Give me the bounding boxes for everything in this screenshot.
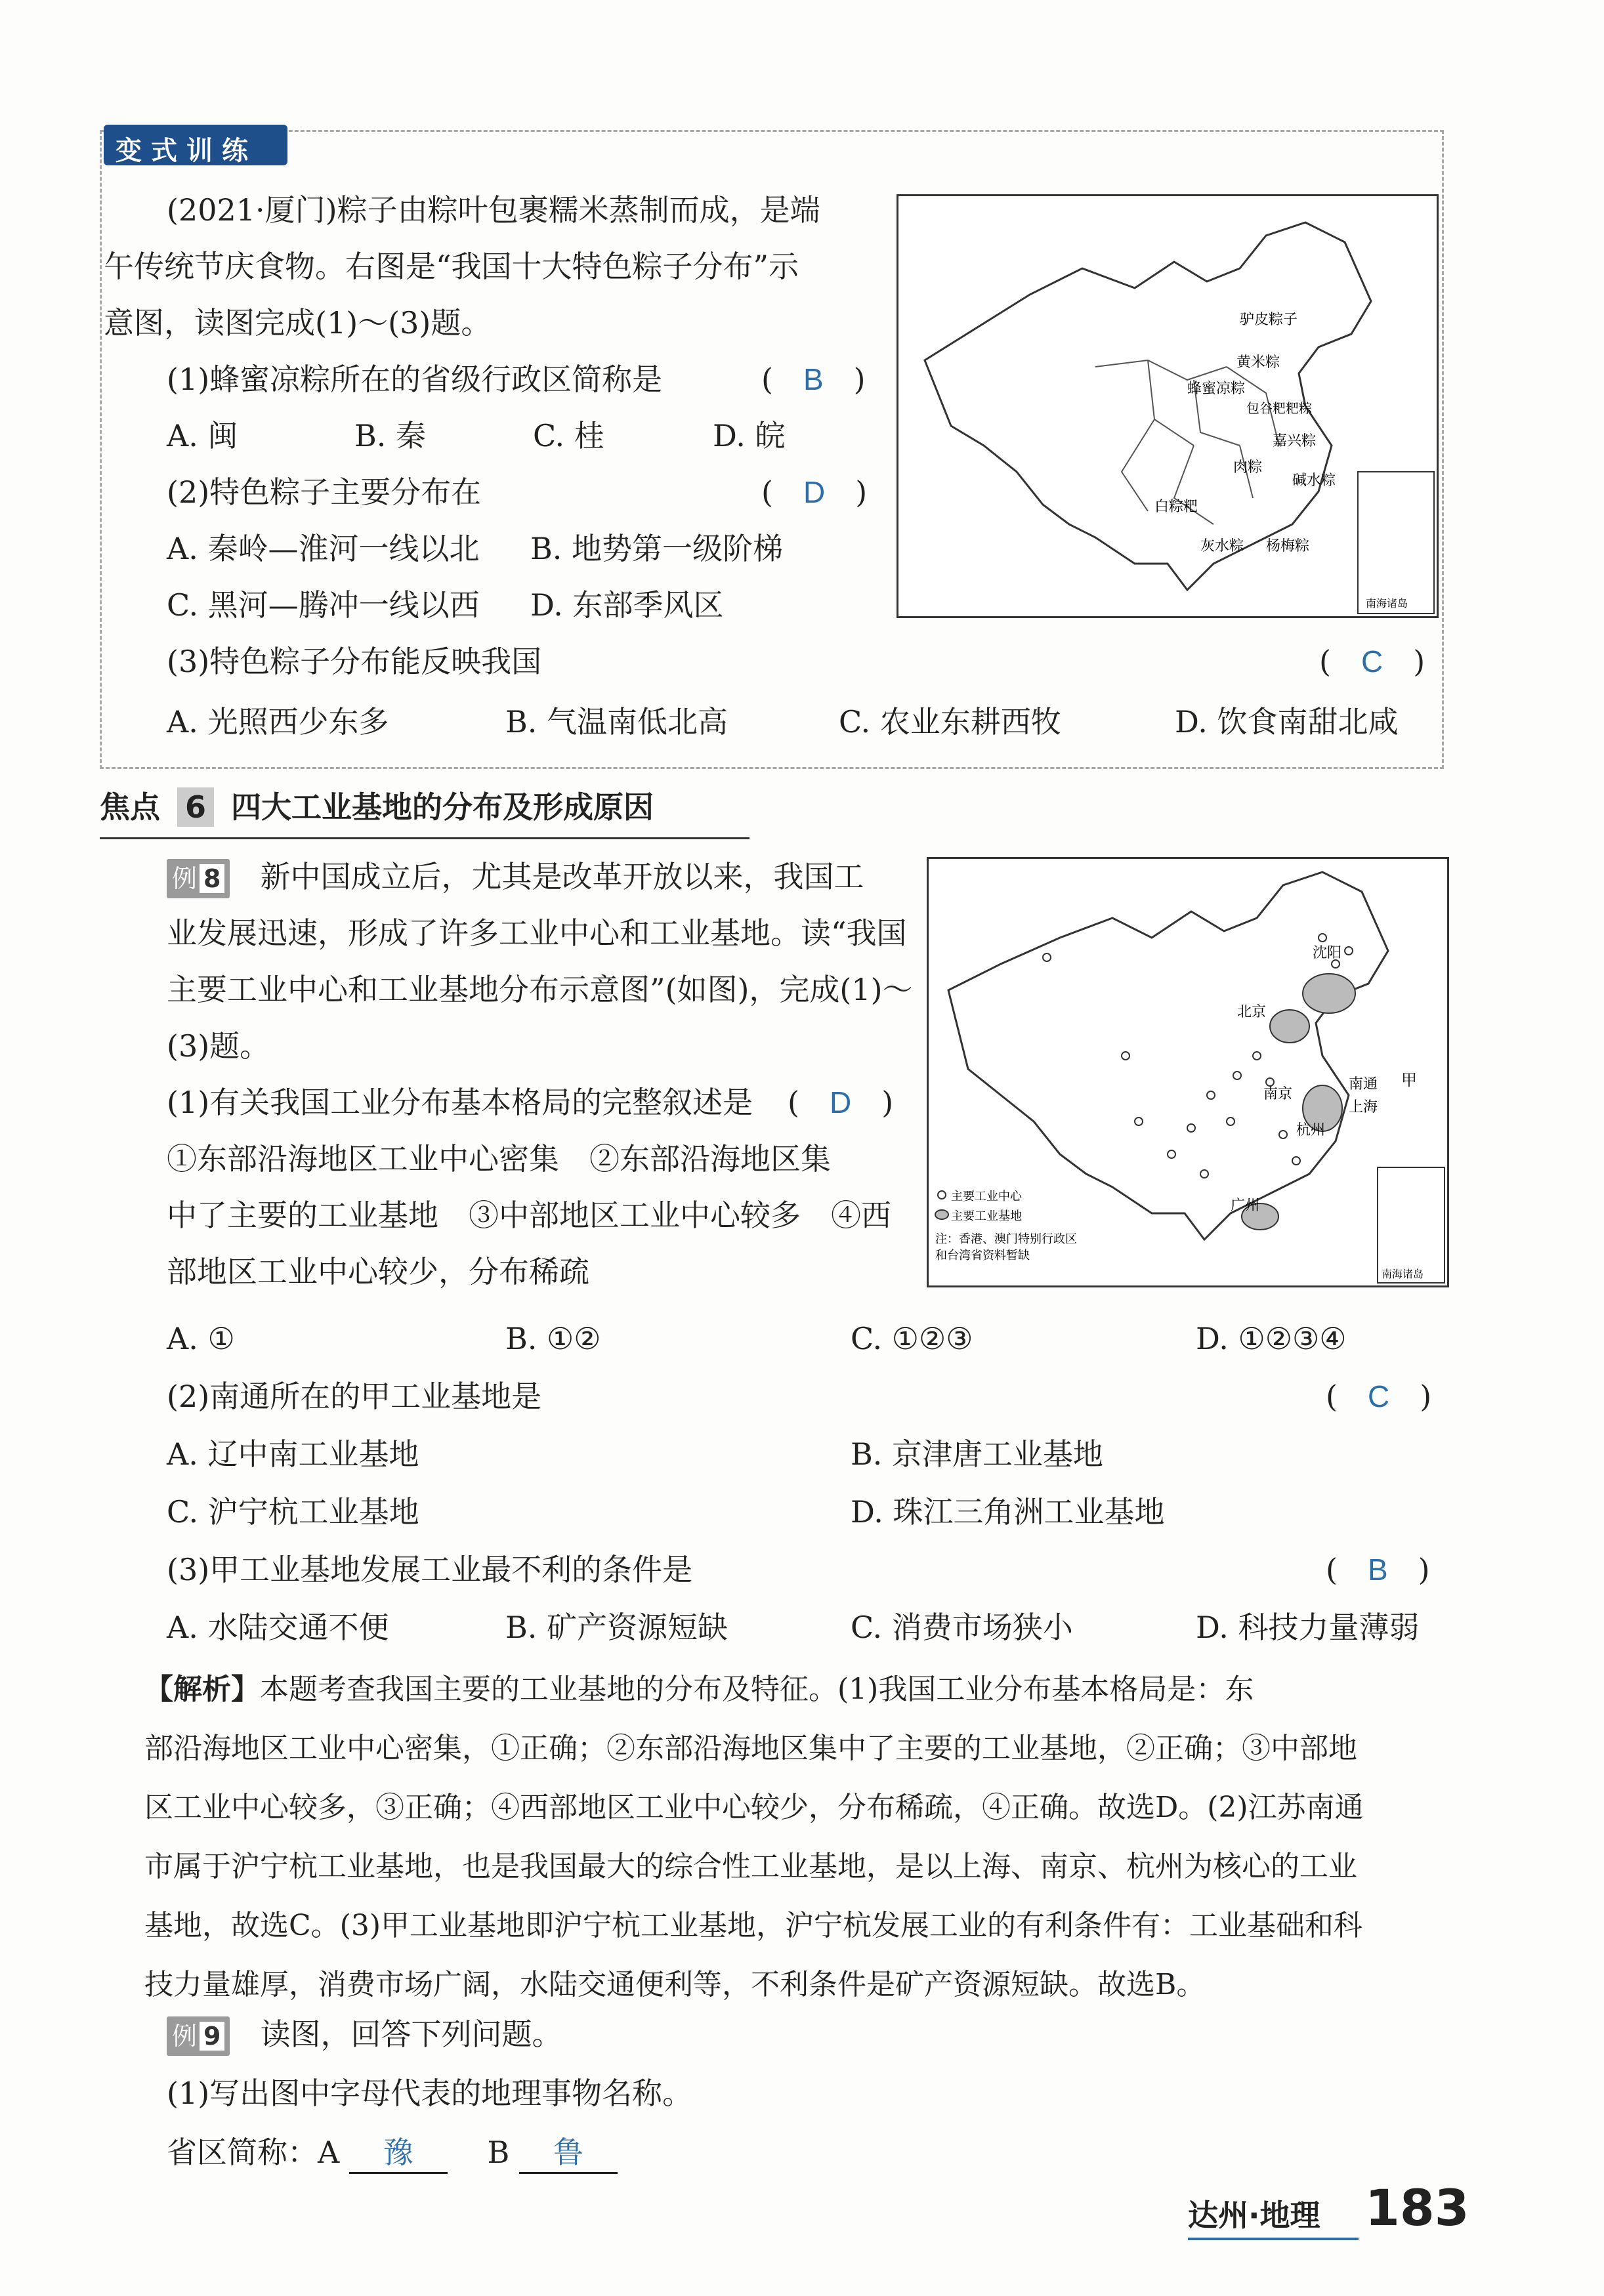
analysis-line5: 基地，故选C。(3)甲工业基地即沪宁杭工业基地，沪宁杭发展工业的有利条件有：工业基础和科 [144,1909,1362,1942]
exercise-q1-bracket: ( B ) [761,362,866,397]
analysis-line3: 区工业中心较多，③正确；④西部地区工业中心较少，分布稀疏，④正确。故选D。(2)江苏南通 [144,1791,1364,1824]
example8-q1-answer: D [829,1085,852,1119]
example9-q1: (1)写出图中字母代表的地理事物名称。 [167,2076,693,2111]
map1-label-fengmi: 蜂蜜凉粽 [1187,381,1246,397]
exercise-q2-option-d: D. 东部季风区 [530,587,724,623]
map2-note2: 和台湾省资料暂缺 [935,1249,1030,1263]
industry-map-svg [929,859,1447,1285]
center-dot [1292,1157,1300,1165]
example8-q1-option-c: C. ①②③ [851,1321,973,1356]
map2-label-nanhai: 南海诸岛 [1382,1268,1424,1280]
example8-q3-option-c: C. 消费市场狭小 [851,1610,1073,1645]
example8-q1: (1)有关我国工业分布基本格局的完整叙述是 [167,1085,753,1120]
zongzi-map-svg [898,196,1437,616]
legend-center-symbol [938,1191,946,1199]
exercise-q3-option-a: A. 光照西少东多 [167,704,389,740]
map1-label-baogu: 包谷粑粑粽 [1246,400,1312,416]
south-sea-inset-2 [1378,1167,1445,1283]
focus-number: 6 [177,787,214,827]
exercise-q1-option-d: D. 皖 [713,418,786,453]
example8-q3-bracket: ( B ) [1326,1552,1430,1587]
exercise-intro-3: 意图，读图完成(1)～(3)题。 [104,305,492,341]
analysis-line1-text: 本题考查我国主要的工业基地的分布及特征。(1)我国工业分布基本格局是：东 [260,1673,1254,1706]
china-outline-2 [948,872,1388,1240]
example8-q1-option-b: B. ①② [505,1321,601,1356]
exercise-tag [104,125,287,165]
zongzi-map [897,194,1439,618]
map2-note1: 注：香港、澳门特别行政区 [935,1232,1077,1246]
exercise-q3-option-d: D. 饮食南甜北咸 [1175,704,1399,740]
example8-q2-option-b: B. 京津唐工业基地 [851,1436,1104,1472]
exercise-q1: (1)蜂蜜凉粽所在的省级行政区简称是 [167,362,663,397]
example8-q2-answer: C [1367,1379,1390,1413]
example8-line3: 主要工业中心和工业基地分布示意图”(如图)，完成(1)～ [167,972,913,1007]
exercise-q1-option-c: C. 桂 [533,418,604,453]
center-dot [1168,1150,1175,1158]
example8-line4: (3)题。 [167,1028,270,1064]
example8-line2: 业发展迅速，形成了许多工业中心和工业基地。读“我国 [167,915,907,951]
south-sea-inset [1358,472,1434,614]
example8-q3-option-a: A. 水陆交通不便 [167,1610,389,1645]
example8-q2-option-a: A. 辽中南工业基地 [167,1436,419,1472]
center-dot [1207,1091,1215,1099]
example8-q1-bracket: ( D ) [788,1085,894,1120]
exercise-q1-option-a: A. 闽 [167,418,238,453]
analysis-line4: 市属于沪宁杭工业基地，也是我国最大的综合性工业基地，是以上海、南京、杭州为核心的工业 [144,1850,1357,1883]
map1-label-baizong: 白粽粑 [1154,499,1198,515]
map2-label-shenyang: 沈阳 [1313,945,1342,961]
example9-b-label: B [487,2135,510,2170]
analysis-label: 【解析】 [144,1673,260,1706]
analysis-block [144,1660,1457,2014]
map2-legend-base: 主要工业基地 [951,1209,1022,1223]
example8-q2-bracket: ( C ) [1326,1379,1432,1414]
analysis-line1 [144,1660,1457,1719]
example8-q1-option-a: A. ① [167,1321,235,1356]
focus-label: 焦点 [100,789,160,825]
exercise-q1-answer: B [803,362,824,396]
example8-q2: (2)南通所在的甲工业基地是 [167,1379,542,1414]
map1-label-huishui: 灰水粽 [1200,538,1244,554]
exercise-q2: (2)特色粽子主要分布在 [167,474,482,510]
exercise-q3-answer: C [1361,644,1383,678]
example9-line1-text: 读图，回答下列问题。 [260,2016,562,2052]
map1-label-yangmei: 杨梅粽 [1266,538,1310,554]
map2-label-shanghai: 上海 [1349,1099,1378,1116]
example8-q2-option-d: D. 珠江三角洲工业基地 [851,1494,1165,1530]
footer-subject: 达州·地理 [1188,2198,1320,2233]
map2-label-jia: 甲 [1401,1071,1417,1089]
center-dot [1122,1052,1129,1060]
exercise-tag-label: 变式训练 [116,136,257,166]
center-dot [1233,1072,1241,1079]
exercise-q3-option-c: C. 农业东耕西牧 [839,704,1061,740]
example9-badge-label: 例 [172,2022,198,2051]
example8-badge [167,859,230,898]
example8-badge-number: 8 [200,864,224,893]
map1-label-lvpi: 驴皮粽子 [1240,312,1298,328]
map2-label-hangzhou: 杭州 [1296,1122,1326,1138]
focus-underline [100,837,749,839]
example8-q1-option-d: D. ①②③④ [1196,1321,1347,1356]
example8-q3-option-d: D. 科技力量薄弱 [1196,1610,1420,1645]
example9-line1 [167,2014,562,2056]
example8-q3-option-b: B. 矿产资源短缺 [505,1610,728,1645]
center-dot [1227,1117,1235,1125]
map2-label-beijing: 北京 [1237,1004,1267,1020]
exercise-q3-bracket: ( C ) [1319,644,1425,679]
center-dot [1279,1131,1287,1138]
legend-base-symbol [935,1210,948,1219]
example8-q3-answer: B [1367,1553,1388,1587]
map1-label-rou: 肉粽 [1233,459,1263,476]
page-number: 183 [1365,2179,1469,2237]
exercise-q1-option-b: B. 秦 [354,418,427,453]
example8-line1 [167,857,864,898]
map2-label-guangzhou: 广州 [1231,1198,1260,1214]
example8-stmt1: ①东部沿海地区工业中心密集 ②东部沿海地区集 [167,1141,831,1177]
analysis-line6: 技力量雄厚，消费市场广阔，水陆交通便利等，不利条件是矿产资源短缺。故选B。 [144,1968,1206,2001]
industry-map [927,857,1449,1287]
map2-legend-center: 主要工业中心 [951,1190,1022,1203]
center-dot [1043,953,1051,961]
example9-badge-number: 9 [200,2022,224,2051]
exercise-q3: (3)特色粽子分布能反映我国 [167,644,542,679]
exercise-intro-1: (2021·厦门)粽子由粽叶包裹糯米蒸制而成，是端 [167,192,820,228]
center-dot [1200,1170,1208,1178]
example8-stmt2: 中了主要的工业基地 ③中部地区工业中心较多 ④西 [167,1198,891,1233]
focus-title: 四大工业基地的分布及形成原因 [231,789,654,825]
example8-q2-option-c: C. 沪宁杭工业基地 [167,1494,419,1530]
example8-badge-label: 例 [172,864,198,893]
exercise-q2-option-b: B. 地势第一级阶梯 [530,531,784,566]
focus-heading [100,787,654,827]
example8-line1-text: 新中国成立后，尤其是改革开放以来，我国工 [260,859,864,894]
example9-answers [167,2133,618,2174]
exercise-q2-option-a: A. 秦岭—淮河一线以北 [167,531,480,566]
center-dot [1266,1078,1274,1086]
shenyang-base [1303,974,1355,1013]
center-dot [1135,1117,1143,1125]
map1-label-jianshui: 碱水粽 [1292,472,1336,489]
exercise-intro-2: 午传统节庆食物。右图是“我国十大特色粽子分布”示 [104,249,799,284]
center-dot [1345,947,1353,955]
map2-label-nanjing: 南京 [1263,1086,1293,1102]
exercise-q2-option-c: C. 黑河—腾冲一线以西 [167,587,480,623]
beijing-base [1270,1010,1309,1043]
example9-badge [167,2016,230,2056]
map1-label-huangmi: 黄米粽 [1236,354,1280,371]
footer-underline [1188,2238,1359,2240]
example8-q3: (3)甲工业基地发展工业最不利的条件是 [167,1552,693,1587]
center-dot [1319,934,1326,942]
map1-label-nanhai: 南海诸岛 [1366,597,1408,610]
exercise-q3-option-b: B. 气温南低北高 [505,704,728,740]
map2-label-nantong: 南通 [1349,1076,1378,1093]
example9-b-answer: 鲁 [519,2133,618,2174]
exercise-q2-answer: D [803,475,826,509]
map1-label-jiaxing: 嘉兴粽 [1273,433,1317,449]
center-dot [1253,1052,1261,1060]
example9-sub-label: 省区简称：A [167,2135,340,2170]
example9-a-answer: 豫 [349,2133,448,2174]
analysis-line2: 部沿海地区工业中心密集，①正确；②东部沿海地区集中了主要的工业基地，②正确；③中部地 [144,1732,1357,1765]
center-dot [1187,1124,1195,1132]
exercise-q2-bracket: ( D ) [761,474,868,510]
example8-stmt3: 部地区工业中心较少，分布稀疏 [167,1254,589,1289]
